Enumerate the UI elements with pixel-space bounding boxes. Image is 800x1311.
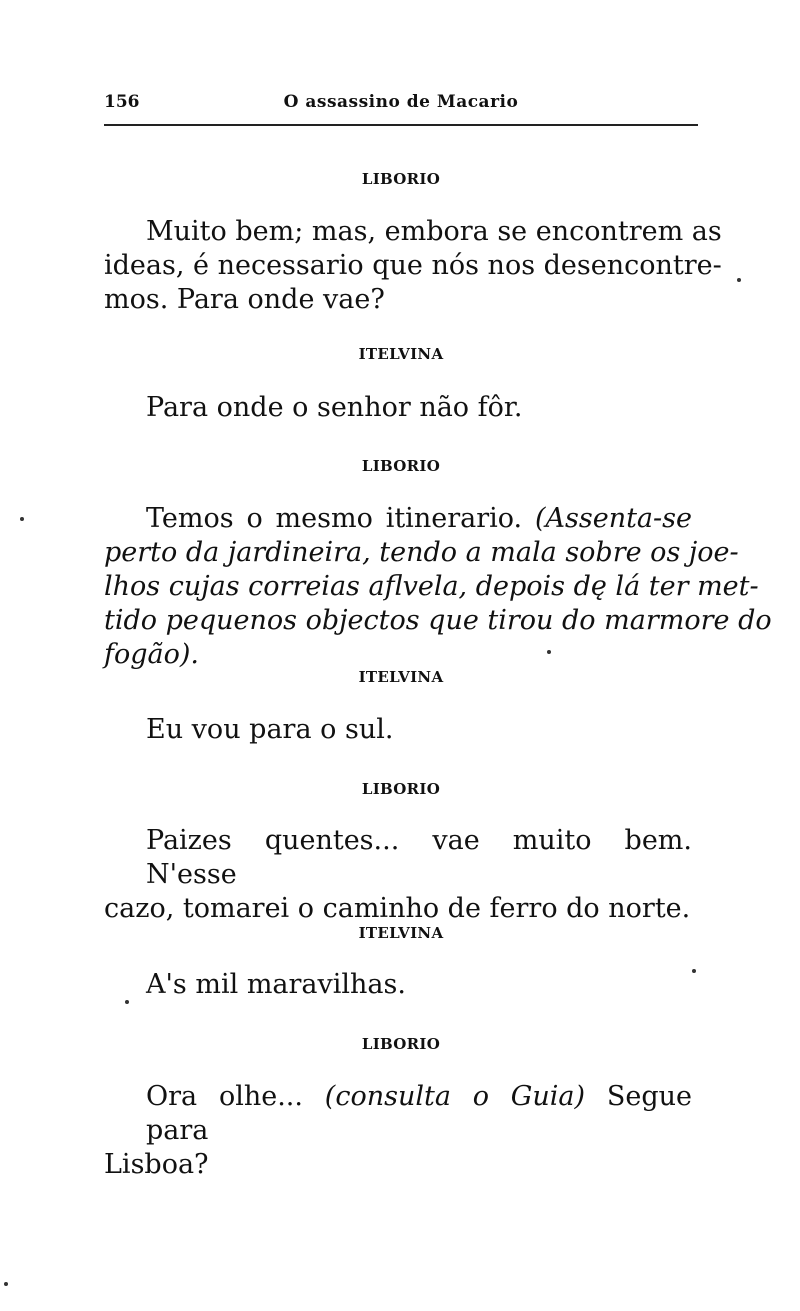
text-line: A's mil maravilhas. xyxy=(146,969,406,1000)
dialogue-paragraph xyxy=(104,1080,692,1182)
dialogue-text: Segue para xyxy=(146,1081,692,1146)
stage-direction: (consulta o Guia) xyxy=(324,1081,586,1112)
running-title: O assassino de Macario xyxy=(283,92,519,112)
running-header xyxy=(104,92,698,116)
dialogue-text: Ora olhe... xyxy=(146,1081,303,1112)
text-line: ideas, é necessario que nós nos desencontre- xyxy=(104,250,722,281)
speaker-name: ITELVINA xyxy=(358,345,444,363)
scan-speck xyxy=(20,517,24,521)
dialogue-paragraph xyxy=(104,824,692,926)
stage-direction-line: lhos cujas correias aflvela, depois dę lá ter met- xyxy=(104,571,759,602)
dialogue-paragraph xyxy=(104,391,692,425)
speaker-name: LIBORIO xyxy=(361,170,441,188)
dialogue-paragraph xyxy=(104,968,692,1002)
dialogue-paragraph xyxy=(104,215,722,317)
stage-direction: (Assenta-se xyxy=(534,503,692,534)
scan-speck xyxy=(125,1000,129,1004)
speaker-name: ITELVINA xyxy=(358,924,444,942)
stage-direction-line: perto da jardineira, tendo a mala sobre os joe- xyxy=(104,537,739,568)
dialogue-text: Temos o mesmo itinerario. xyxy=(146,503,523,534)
text-line: Paizes quentes... vae muito bem. N'esse xyxy=(146,825,692,890)
dialogue-paragraph xyxy=(104,502,772,672)
speaker-name: LIBORIO xyxy=(361,1035,441,1053)
dialogue-paragraph xyxy=(104,713,692,747)
scan-speck xyxy=(692,969,696,973)
text-line: cazo, tomarei o caminho de ferro do norte. xyxy=(104,893,691,924)
speaker-name: LIBORIO xyxy=(361,780,441,798)
scan-speck xyxy=(547,650,551,654)
text-line: mos. Para onde vae? xyxy=(104,284,385,315)
text-line: Lisboa? xyxy=(104,1149,209,1180)
text-line: Para onde o senhor não fôr. xyxy=(146,392,523,423)
text-line: Eu vou para o sul. xyxy=(146,714,394,745)
speaker-name: LIBORIO xyxy=(361,457,441,475)
stage-direction-line: fogão). xyxy=(104,639,200,670)
text-line xyxy=(104,502,692,536)
text-line: Muito bem; mas, embora se encontrem as xyxy=(146,216,722,247)
stage-direction-line: tido pequenos objectos que tirou do marmore do xyxy=(104,605,772,636)
page-number: 156 xyxy=(104,92,140,112)
speaker-name: ITELVINA xyxy=(358,668,444,686)
text-line xyxy=(104,1080,692,1148)
header-rule xyxy=(104,124,698,126)
scan-speck xyxy=(4,1282,8,1286)
scan-speck xyxy=(737,278,741,282)
